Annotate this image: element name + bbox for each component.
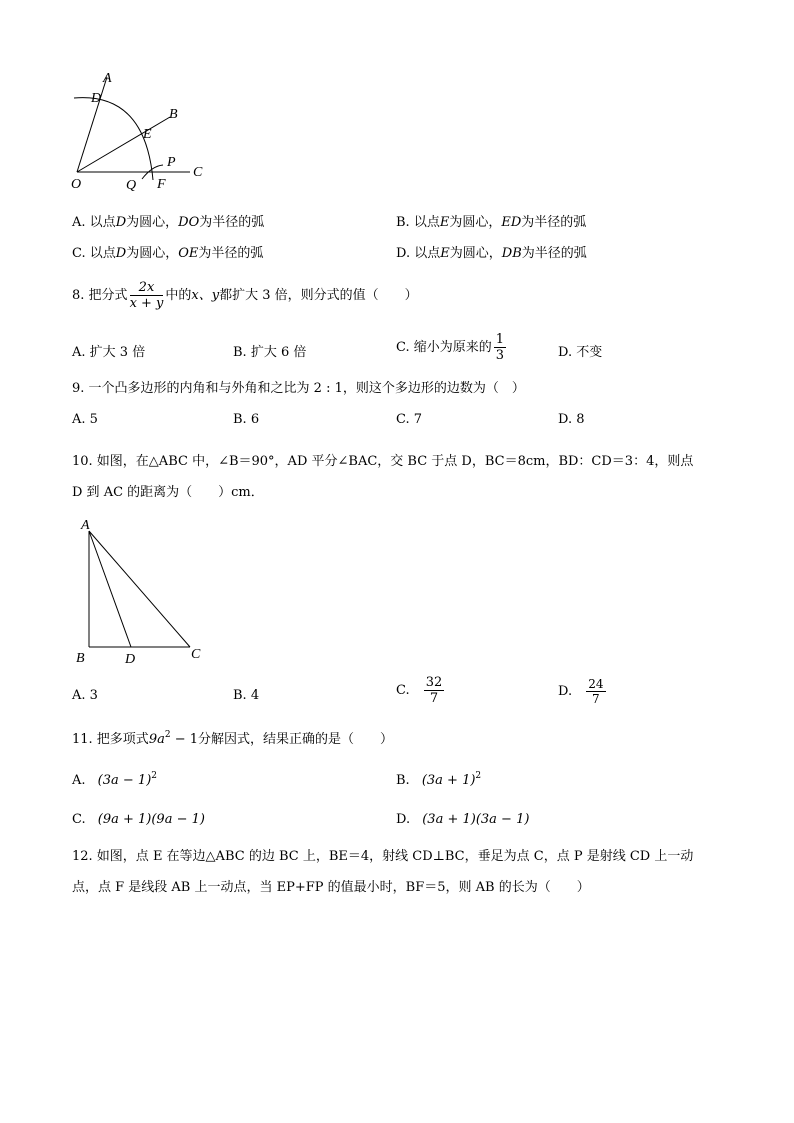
- option-text: 扩大 6 倍: [250, 345, 307, 360]
- label-C: C: [193, 165, 203, 180]
- q7-option-b: [396, 216, 586, 229]
- option-letter: C.: [72, 246, 86, 261]
- label-B: B: [76, 651, 85, 666]
- math-expression: (3a + 1): [421, 773, 476, 788]
- option-text: 为圆心，: [126, 246, 179, 261]
- q12-stem-line1: 12. 如图，点 E 在等边△ABC 的边 BC 上，BE＝4，射线 CD⊥BC，垂足为点 C，点 P 是射线 CD 上一动: [72, 849, 694, 864]
- var: D: [115, 246, 127, 261]
- q7-figure: [60, 62, 220, 197]
- fraction-numerator: 1: [495, 332, 505, 347]
- math-expression: (9a + 1)(9a − 1): [97, 812, 205, 827]
- segment-AC: [89, 531, 190, 647]
- q11-option-b: [396, 772, 481, 787]
- label-D: D: [91, 91, 102, 106]
- label-D: D: [125, 652, 136, 667]
- label-F: F: [157, 177, 166, 192]
- fraction: [586, 678, 605, 705]
- stem-text: 都扩大 3 倍，则分式的值（ ）: [219, 288, 418, 303]
- label-P: P: [167, 155, 176, 170]
- q8-option-b: [233, 346, 306, 359]
- fraction-denominator: 7: [429, 691, 439, 706]
- option-letter: B.: [233, 688, 247, 703]
- option-letter: D.: [396, 246, 411, 261]
- q11-option-d: [396, 813, 529, 826]
- q9-option-d: D. 8: [558, 412, 585, 427]
- fraction-denominator: 7: [592, 692, 600, 706]
- option-text: 为半径的弧: [198, 246, 264, 261]
- option-text: 为圆心，: [449, 215, 502, 230]
- fraction-denominator: x + y: [129, 296, 164, 311]
- q8-option-c: [396, 333, 508, 362]
- option-text: 以点: [89, 246, 116, 261]
- option-letter: A.: [72, 688, 86, 703]
- option-text: 以点: [414, 246, 441, 261]
- q10-figure: [70, 515, 215, 670]
- q11-option-c: [72, 813, 205, 826]
- option-text: 以点: [89, 215, 116, 230]
- option-letter: C.: [72, 812, 86, 827]
- label-O: O: [71, 177, 82, 192]
- var: OE: [178, 246, 199, 261]
- q7-option-c: [72, 247, 263, 260]
- fraction-numerator: 24: [588, 677, 604, 691]
- stem-text: 分解因式，结果正确的是（ ）: [198, 732, 394, 747]
- question-number: 8.: [72, 288, 85, 303]
- q10-option-c: [396, 676, 446, 705]
- option-letter: D.: [396, 812, 411, 827]
- exponent: 2: [164, 730, 171, 740]
- math-expression: (3a − 1): [97, 773, 152, 788]
- option-text: 以点: [413, 215, 440, 230]
- option-text: 3: [89, 688, 98, 703]
- q9-option-c: C. 7: [396, 412, 423, 427]
- fraction: [130, 281, 164, 310]
- q11-option-a: [72, 772, 157, 787]
- option-letter: C.: [396, 683, 410, 698]
- q12-stem-line2: 点，点 F 是线段 AB 上一动点，当 EP+FP 的值最小时，BF＝5，则 AB 的长为（ ）: [72, 880, 590, 895]
- q9-stem: 9. 一个凸多边形的内角和与外角和之比为 2 : 1，则这个多边形的边数为（ ）: [72, 381, 525, 396]
- option-text: 为半径的弧: [199, 215, 265, 230]
- var: DB: [501, 246, 522, 261]
- q8-option-d: [558, 346, 602, 359]
- option-letter: D.: [558, 684, 573, 699]
- q10-option-b: [233, 689, 259, 702]
- q10-stem-line2: D 到 AC 的距离为（ ）cm．: [72, 485, 264, 500]
- segment-AD: [89, 531, 131, 647]
- fraction-numerator: 32: [425, 675, 443, 690]
- option-text: 不变: [576, 345, 603, 360]
- option-letter: B.: [396, 773, 410, 788]
- option-letter: A.: [72, 215, 86, 230]
- fraction-numerator: 2x: [130, 281, 164, 296]
- option-text: 4: [250, 688, 260, 703]
- label-A: A: [103, 71, 112, 86]
- option-text: 为半径的弧: [521, 215, 587, 230]
- label-C: C: [191, 647, 201, 662]
- option-letter: A.: [72, 345, 86, 360]
- arc-DF: [74, 98, 153, 180]
- q10-option-d: [558, 678, 608, 705]
- option-text: 为圆心，: [449, 246, 502, 261]
- math-expression: 9a: [148, 732, 165, 747]
- option-letter: A.: [72, 773, 86, 788]
- label-Q: Q: [126, 178, 137, 193]
- ray-OB: [77, 117, 170, 172]
- stem-text: 中的: [165, 288, 192, 303]
- option-text: 为半径的弧: [521, 246, 587, 261]
- option-text: 为圆心，: [126, 215, 179, 230]
- label-A: A: [81, 518, 90, 533]
- exponent: 2: [475, 771, 482, 781]
- q11-stem: [72, 731, 393, 746]
- stem-text: 11. 把多项式: [72, 732, 149, 747]
- var: ED: [501, 215, 522, 230]
- var: E: [439, 215, 450, 230]
- q10-option-a: [72, 689, 98, 702]
- stem-text: 把分式: [88, 288, 128, 303]
- fraction: [424, 676, 445, 705]
- var: D: [115, 215, 127, 230]
- option-letter: B.: [233, 345, 247, 360]
- option-text: 缩小为原来的: [413, 340, 492, 355]
- option-letter: C.: [396, 340, 410, 355]
- q9-option-a: A. 5: [72, 412, 98, 427]
- var: E: [440, 246, 450, 261]
- math-expression: (3a + 1)(3a − 1): [422, 812, 530, 827]
- label-B: B: [169, 107, 178, 122]
- var: x、y: [191, 288, 220, 303]
- option-text: 扩大 3 倍: [89, 345, 146, 360]
- fraction-denominator: 3: [495, 348, 505, 363]
- q10-stem-line1: 10. 如图，在△ABC 中，∠B＝90°，AD 平分∠BAC，交 BC 于点 D，BC＝8cm，BD：CD＝3：4，则点: [72, 454, 694, 469]
- q8-option-a: [72, 346, 145, 359]
- q8-stem: [72, 281, 418, 310]
- label-E: E: [143, 127, 152, 142]
- fraction: [494, 333, 506, 362]
- option-letter: B.: [396, 215, 410, 230]
- q7-option-d: [396, 247, 587, 260]
- var: DO: [178, 215, 200, 230]
- q7-option-a: [72, 216, 264, 229]
- math-expression: − 1: [170, 732, 199, 747]
- q9-option-b: B. 6: [233, 412, 260, 427]
- exponent: 2: [151, 771, 157, 781]
- option-letter: D.: [558, 345, 573, 360]
